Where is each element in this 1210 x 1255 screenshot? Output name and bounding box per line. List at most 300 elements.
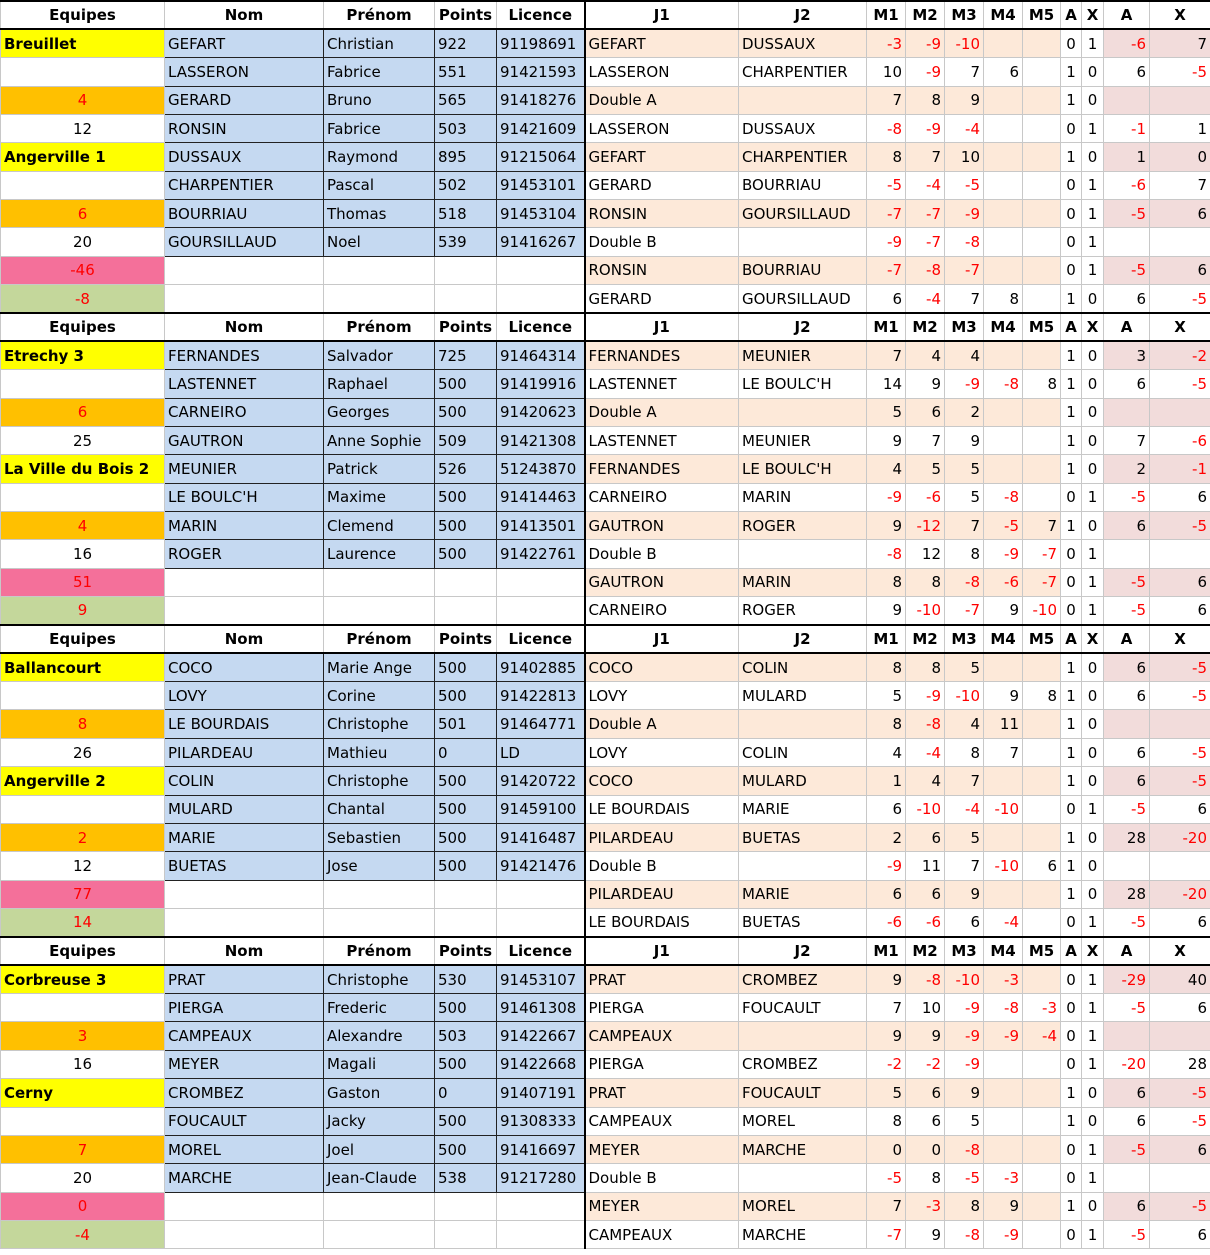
empty-cell — [435, 568, 497, 596]
set-m5 — [1023, 483, 1061, 511]
header-points: Points — [435, 937, 497, 965]
header-a2: A — [1104, 625, 1150, 653]
player-firstname: Bruno — [324, 86, 435, 114]
set-m2: -7 — [906, 228, 945, 256]
score-x — [1150, 228, 1210, 256]
team-name: Angerville 1 — [1, 143, 165, 171]
score-a: -20 — [1104, 1050, 1150, 1078]
score-a: 6 — [1104, 738, 1150, 766]
table-row — [1, 370, 1210, 398]
match-j2: MOREL — [739, 1192, 867, 1220]
score-a: -1 — [1104, 114, 1150, 142]
team-name: Angerville 2 — [1, 767, 165, 795]
player-points: 500 — [435, 483, 497, 511]
match-j2 — [739, 86, 867, 114]
set-m5: -10 — [1023, 597, 1061, 625]
set-m2: 8 — [906, 86, 945, 114]
table-row — [1, 653, 1210, 681]
match-j1: GERARD — [585, 171, 739, 199]
result-a: 1 — [1061, 710, 1082, 738]
score-a: 6 — [1104, 1192, 1150, 1220]
empty-cell — [497, 285, 585, 313]
match-j2 — [739, 1022, 867, 1050]
player-points: 500 — [435, 682, 497, 710]
team-stat: 20 — [1, 1164, 165, 1192]
player-lastname: GERARD — [165, 86, 324, 114]
set-m2: 9 — [906, 1220, 945, 1248]
set-m5 — [1023, 823, 1061, 851]
score-x: 6 — [1150, 1220, 1210, 1248]
set-m5 — [1023, 710, 1061, 738]
result-x: 0 — [1082, 682, 1104, 710]
set-m3: 9 — [945, 1079, 984, 1107]
result-x: 0 — [1082, 370, 1104, 398]
header-points: Points — [435, 313, 497, 341]
match-j1: MEYER — [585, 1135, 739, 1163]
match-j1: PRAT — [585, 965, 739, 993]
set-m5: -4 — [1023, 1022, 1061, 1050]
result-a: 0 — [1061, 568, 1082, 596]
match-j1: RONSIN — [585, 256, 739, 284]
header-m4: M4 — [984, 937, 1023, 965]
match-j1: Double B — [585, 1164, 739, 1192]
set-m5: -3 — [1023, 994, 1061, 1022]
player-licence: 91461308 — [497, 994, 585, 1022]
set-m3: -9 — [945, 994, 984, 1022]
match-j2: CROMBEZ — [739, 1050, 867, 1078]
player-points: 500 — [435, 1135, 497, 1163]
result-x: 0 — [1082, 1079, 1104, 1107]
player-licence: 91422761 — [497, 540, 585, 568]
set-m4: 9 — [984, 682, 1023, 710]
result-x: 0 — [1082, 511, 1104, 539]
player-points: 922 — [435, 29, 497, 57]
player-lastname: GEFART — [165, 29, 324, 57]
player-licence: 91453104 — [497, 200, 585, 228]
player-points: 503 — [435, 114, 497, 142]
score-x: 7 — [1150, 29, 1210, 57]
table-row — [1, 426, 1210, 454]
result-x: 0 — [1082, 341, 1104, 369]
set-m4 — [984, 653, 1023, 681]
player-licence: 91420722 — [497, 767, 585, 795]
header-m2: M2 — [906, 1, 945, 29]
set-m4 — [984, 86, 1023, 114]
empty-cell — [497, 1220, 585, 1248]
player-firstname: Sebastien — [324, 823, 435, 851]
match-j2: MARIN — [739, 568, 867, 596]
match-j1: LE BOURDAIS — [585, 909, 739, 937]
set-m5 — [1023, 1079, 1061, 1107]
empty-cell — [324, 597, 435, 625]
match-j1: GERARD — [585, 285, 739, 313]
match-j2: BUETAS — [739, 823, 867, 851]
set-m5 — [1023, 1050, 1061, 1078]
result-x: 1 — [1082, 994, 1104, 1022]
result-x: 1 — [1082, 171, 1104, 199]
score-a: -5 — [1104, 256, 1150, 284]
match-j1: Double B — [585, 540, 739, 568]
result-a: 1 — [1061, 426, 1082, 454]
empty-cell — [435, 285, 497, 313]
player-firstname: Laurence — [324, 540, 435, 568]
match-j2: MARIE — [739, 795, 867, 823]
set-m2: 0 — [906, 1135, 945, 1163]
set-m1: 9 — [867, 1022, 906, 1050]
match-j2: CHARPENTIER — [739, 143, 867, 171]
score-a: 28 — [1104, 880, 1150, 908]
player-firstname: Christophe — [324, 767, 435, 795]
team-stat — [1, 171, 165, 199]
set-m5 — [1023, 341, 1061, 369]
match-j2: MARCHE — [739, 1135, 867, 1163]
result-a: 1 — [1061, 767, 1082, 795]
match-j1: COCO — [585, 653, 739, 681]
set-m5: 7 — [1023, 511, 1061, 539]
player-firstname: Christophe — [324, 965, 435, 993]
table-row — [1, 256, 1210, 284]
player-firstname: Joel — [324, 1135, 435, 1163]
header-x2: X — [1150, 1, 1210, 29]
score-x: 6 — [1150, 795, 1210, 823]
player-lastname: MOREL — [165, 1135, 324, 1163]
set-m3: 8 — [945, 540, 984, 568]
set-m1: 5 — [867, 1079, 906, 1107]
match-j1: PIERGA — [585, 1050, 739, 1078]
set-m4 — [984, 767, 1023, 795]
match-j2: GOURSILLAUD — [739, 200, 867, 228]
empty-cell — [497, 256, 585, 284]
set-m1: -5 — [867, 171, 906, 199]
player-points: 500 — [435, 994, 497, 1022]
score-x: 6 — [1150, 200, 1210, 228]
result-a: 0 — [1061, 1220, 1082, 1248]
header-j2: J2 — [739, 625, 867, 653]
player-firstname: Raymond — [324, 143, 435, 171]
player-lastname: COLIN — [165, 767, 324, 795]
set-m4: -10 — [984, 852, 1023, 880]
player-points: 0 — [435, 1079, 497, 1107]
set-m1: 6 — [867, 795, 906, 823]
player-lastname: FOUCAULT — [165, 1107, 324, 1135]
match-j1: RONSIN — [585, 200, 739, 228]
player-firstname: Marie Ange — [324, 653, 435, 681]
result-a: 0 — [1061, 965, 1082, 993]
header-j1: J1 — [585, 1, 739, 29]
score-x: -20 — [1150, 880, 1210, 908]
player-firstname: Frederic — [324, 994, 435, 1022]
header-equipes: Equipes — [1, 1, 165, 29]
header-a: A — [1061, 313, 1082, 341]
result-a: 1 — [1061, 341, 1082, 369]
table-row — [1, 171, 1210, 199]
header-j2: J2 — [739, 1, 867, 29]
player-lastname: MARIE — [165, 823, 324, 851]
table-row — [1, 852, 1210, 880]
player-licence: 91459100 — [497, 795, 585, 823]
set-m3: 8 — [945, 738, 984, 766]
player-firstname: Salvador — [324, 341, 435, 369]
team-stat — [1, 370, 165, 398]
player-licence: 91421476 — [497, 852, 585, 880]
player-licence: 91422668 — [497, 1050, 585, 1078]
player-firstname: Chantal — [324, 795, 435, 823]
result-a: 0 — [1061, 114, 1082, 142]
set-m1: 7 — [867, 1192, 906, 1220]
header-j1: J1 — [585, 625, 739, 653]
player-lastname: CROMBEZ — [165, 1079, 324, 1107]
set-m4: -3 — [984, 1164, 1023, 1192]
player-firstname: Clemend — [324, 511, 435, 539]
result-a: 0 — [1061, 1135, 1082, 1163]
score-a: -5 — [1104, 483, 1150, 511]
set-m3: 2 — [945, 398, 984, 426]
score-a — [1104, 398, 1150, 426]
empty-cell — [165, 880, 324, 908]
match-j1: GAUTRON — [585, 568, 739, 596]
player-firstname: Noel — [324, 228, 435, 256]
set-m5: 6 — [1023, 852, 1061, 880]
match-j1: CARNEIRO — [585, 483, 739, 511]
score-x: 1 — [1150, 114, 1210, 142]
set-m2: -6 — [906, 909, 945, 937]
score-x: 40 — [1150, 965, 1210, 993]
score-x: -5 — [1150, 1079, 1210, 1107]
score-a — [1104, 1164, 1150, 1192]
team-score: 8 — [1, 710, 165, 738]
set-m5: -7 — [1023, 568, 1061, 596]
player-licence: 91421593 — [497, 58, 585, 86]
set-m5 — [1023, 1192, 1061, 1220]
score-a: -5 — [1104, 597, 1150, 625]
team-name: Corbreuse 3 — [1, 965, 165, 993]
header-prenom: Prénom — [324, 1, 435, 29]
set-m3: 6 — [945, 909, 984, 937]
match-j2: DUSSAUX — [739, 29, 867, 57]
set-m3: -4 — [945, 114, 984, 142]
match-j2: LE BOULC'H — [739, 370, 867, 398]
player-lastname: MEYER — [165, 1050, 324, 1078]
result-x: 0 — [1082, 852, 1104, 880]
header-prenom: Prénom — [324, 313, 435, 341]
set-m1: -7 — [867, 1220, 906, 1248]
set-m1: 8 — [867, 568, 906, 596]
player-points: 539 — [435, 228, 497, 256]
team-score: 4 — [1, 511, 165, 539]
set-difference: 9 — [1, 597, 165, 625]
match-j2: CHARPENTIER — [739, 58, 867, 86]
result-x: 0 — [1082, 1192, 1104, 1220]
result-x: 0 — [1082, 1107, 1104, 1135]
result-x: 1 — [1082, 1164, 1104, 1192]
result-a: 0 — [1061, 1022, 1082, 1050]
set-m2: 8 — [906, 1164, 945, 1192]
set-m2: 4 — [906, 767, 945, 795]
table-row — [1, 143, 1210, 171]
team-name: Cerny — [1, 1079, 165, 1107]
player-points: 895 — [435, 143, 497, 171]
empty-cell — [435, 1220, 497, 1248]
set-m2: -9 — [906, 682, 945, 710]
set-m5 — [1023, 86, 1061, 114]
player-lastname: LE BOURDAIS — [165, 710, 324, 738]
empty-cell — [435, 909, 497, 937]
player-licence: 91414463 — [497, 483, 585, 511]
result-a: 1 — [1061, 455, 1082, 483]
player-points: 500 — [435, 795, 497, 823]
player-licence: 91464314 — [497, 341, 585, 369]
set-m3: 5 — [945, 455, 984, 483]
player-lastname: RONSIN — [165, 114, 324, 142]
player-points: 526 — [435, 455, 497, 483]
set-m5 — [1023, 455, 1061, 483]
empty-cell — [165, 1220, 324, 1248]
result-a: 1 — [1061, 682, 1082, 710]
set-m4 — [984, 1135, 1023, 1163]
team-stat — [1, 682, 165, 710]
set-m2: 6 — [906, 880, 945, 908]
empty-cell — [497, 597, 585, 625]
score-x — [1150, 1164, 1210, 1192]
result-a: 1 — [1061, 511, 1082, 539]
match-j2: MEUNIER — [739, 341, 867, 369]
table-row — [1, 568, 1210, 596]
set-m1: 9 — [867, 597, 906, 625]
score-x: -5 — [1150, 738, 1210, 766]
team-score: 6 — [1, 200, 165, 228]
empty-cell — [435, 256, 497, 284]
empty-cell — [324, 285, 435, 313]
player-points: 500 — [435, 1050, 497, 1078]
result-x: 0 — [1082, 143, 1104, 171]
player-firstname: Mathieu — [324, 738, 435, 766]
score-x: 7 — [1150, 171, 1210, 199]
set-m3: 9 — [945, 86, 984, 114]
set-m4 — [984, 228, 1023, 256]
header-equipes: Equipes — [1, 625, 165, 653]
player-firstname: Jean-Claude — [324, 1164, 435, 1192]
set-m4 — [984, 200, 1023, 228]
match-j2: ROGER — [739, 597, 867, 625]
match-j1: FERNANDES — [585, 341, 739, 369]
score-x: 28 — [1150, 1050, 1210, 1078]
header-m2: M2 — [906, 937, 945, 965]
match-j2: COLIN — [739, 738, 867, 766]
player-licence: 91419916 — [497, 370, 585, 398]
set-m5 — [1023, 285, 1061, 313]
score-a: -5 — [1104, 568, 1150, 596]
header-m1: M1 — [867, 937, 906, 965]
set-m4: -9 — [984, 1220, 1023, 1248]
set-m2: 7 — [906, 426, 945, 454]
empty-cell — [165, 285, 324, 313]
player-points: 500 — [435, 823, 497, 851]
set-m4: -9 — [984, 1022, 1023, 1050]
set-m5 — [1023, 1135, 1061, 1163]
result-a: 0 — [1061, 29, 1082, 57]
score-a: -5 — [1104, 909, 1150, 937]
set-m5 — [1023, 58, 1061, 86]
set-m2: 4 — [906, 341, 945, 369]
score-x — [1150, 86, 1210, 114]
team-stat: 16 — [1, 540, 165, 568]
player-lastname: PIERGA — [165, 994, 324, 1022]
result-a: 1 — [1061, 86, 1082, 114]
score-x: -5 — [1150, 767, 1210, 795]
set-m3: -9 — [945, 1022, 984, 1050]
match-j1: CAMPEAUX — [585, 1022, 739, 1050]
set-m5 — [1023, 426, 1061, 454]
match-j2 — [739, 398, 867, 426]
result-a: 0 — [1061, 171, 1082, 199]
player-points: 500 — [435, 653, 497, 681]
header-a: A — [1061, 937, 1082, 965]
player-licence: 51243870 — [497, 455, 585, 483]
player-licence: 91217280 — [497, 1164, 585, 1192]
empty-cell — [497, 880, 585, 908]
score-a: 2 — [1104, 455, 1150, 483]
header-nom: Nom — [165, 937, 324, 965]
result-x: 1 — [1082, 1050, 1104, 1078]
header-a: A — [1061, 625, 1082, 653]
set-m3: 5 — [945, 653, 984, 681]
player-points: 518 — [435, 200, 497, 228]
point-difference: 77 — [1, 880, 165, 908]
table-row — [1, 341, 1210, 369]
set-m3: 8 — [945, 1192, 984, 1220]
table-row — [1, 1107, 1210, 1135]
set-m4 — [984, 29, 1023, 57]
set-m2: 8 — [906, 568, 945, 596]
set-m3: -5 — [945, 171, 984, 199]
score-x: -1 — [1150, 455, 1210, 483]
table-row — [1, 767, 1210, 795]
set-m1: 10 — [867, 58, 906, 86]
empty-cell — [497, 909, 585, 937]
result-a: 1 — [1061, 58, 1082, 86]
player-points: 551 — [435, 58, 497, 86]
set-m2: -8 — [906, 256, 945, 284]
table-row — [1, 880, 1210, 908]
player-points: 501 — [435, 710, 497, 738]
team-name: Breuillet — [1, 29, 165, 57]
player-lastname: LASTENNET — [165, 370, 324, 398]
header-licence: Licence — [497, 313, 585, 341]
set-m3: -8 — [945, 1220, 984, 1248]
empty-cell — [324, 568, 435, 596]
set-m5 — [1023, 398, 1061, 426]
match-j2: LE BOULC'H — [739, 455, 867, 483]
result-a: 1 — [1061, 653, 1082, 681]
match-j2: MARCHE — [739, 1220, 867, 1248]
team-score: 3 — [1, 1022, 165, 1050]
point-difference: 0 — [1, 1192, 165, 1220]
match-j2: MOREL — [739, 1107, 867, 1135]
set-m2: 6 — [906, 1107, 945, 1135]
table-row — [1, 1050, 1210, 1078]
match-j1: COCO — [585, 767, 739, 795]
result-a: 0 — [1061, 256, 1082, 284]
score-a: 6 — [1104, 653, 1150, 681]
score-x — [1150, 398, 1210, 426]
set-m3: 4 — [945, 341, 984, 369]
empty-cell — [435, 1192, 497, 1220]
result-x: 1 — [1082, 568, 1104, 596]
header-m2: M2 — [906, 313, 945, 341]
team-stat — [1, 1107, 165, 1135]
set-m5 — [1023, 114, 1061, 142]
team-score: 6 — [1, 398, 165, 426]
